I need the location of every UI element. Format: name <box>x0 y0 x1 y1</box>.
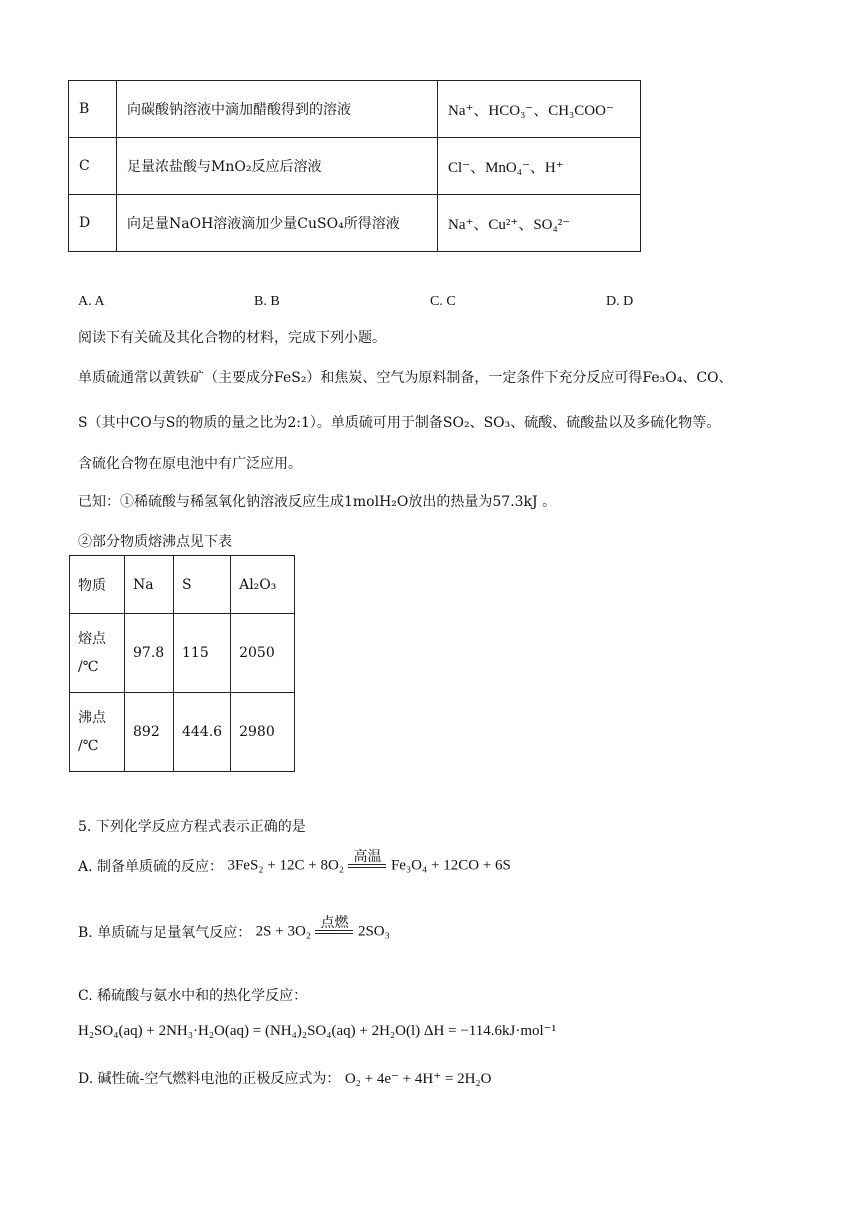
option-a-equation <box>78 850 511 882</box>
option-a: A. A <box>78 294 105 309</box>
question-stem: 5. 下列化学反应方程式表示正确的是 <box>78 819 306 835</box>
equation-right: Fe₃O₄ + 12CO + 6S <box>390 857 511 874</box>
option-c-equation: H₂SO₄(aq) + 2NH₃·H₂O(aq) = (NH₄)₂SO₄(aq) + 2H₂O(l) ΔH = −114.6kJ·mol⁻¹ <box>78 1023 557 1039</box>
ion-table <box>68 80 641 252</box>
option-c-label: C. 稀硫酸与氨水中和的热化学反应： <box>78 988 308 1004</box>
option-c: C. C <box>430 294 456 309</box>
row-label-line: 熔点 <box>78 631 106 647</box>
table-header-row <box>70 556 295 614</box>
option-label: A. 制备单质硫的反应： <box>78 859 224 875</box>
table-row <box>70 614 295 693</box>
row-label <box>70 693 125 772</box>
passage-line-2: S（其中CO与S的物质的量之比为2:1）。单质硫可用于制备SO₂、SO₃、硫酸、硫酸盐以及多硫化物等。 <box>78 415 721 431</box>
condition-label: 高温 <box>353 849 382 865</box>
option-d: D. D <box>606 294 634 309</box>
passage-line-1: 单质硫通常以黄铁矿（主要成分FeS₂）和焦炭、空气为原料制备，一定条件下充分反应可得Fe₃O₄、CO、 <box>78 370 733 386</box>
row-label-unit: /℃ <box>78 659 99 675</box>
equation-left: 3FeS₂ + 12C + 8O₂ <box>227 857 345 874</box>
row-label: B <box>69 81 117 138</box>
equation-right: 2SO₃ <box>357 923 390 940</box>
row-description: 足量浓盐酸与MnO₂反应后溶液 <box>117 138 438 195</box>
table-row <box>69 138 641 195</box>
option-b-equation <box>78 916 390 948</box>
table-row <box>69 81 641 138</box>
row-ions: Na⁺、Cu²⁺、SO₄²⁻ <box>438 195 641 252</box>
row-label-line: 沸点 <box>78 710 106 726</box>
row-label-unit: /℃ <box>78 738 99 754</box>
known-1: 已知：①稀硫酸与稀氢氧化钠溶液反应生成1molH₂O放出的热量为57.3kJ 。 <box>78 494 557 510</box>
condition-arrow <box>315 916 353 948</box>
header-cell: 物质 <box>70 556 125 614</box>
row-label: D <box>69 195 117 252</box>
passage-intro: 阅读下有关硫及其化合物的材料，完成下列小题。 <box>78 330 386 346</box>
header-cell: Na <box>125 556 174 614</box>
row-description: 向足量NaOH溶液滴加少量CuSO₄所得溶液 <box>117 195 438 252</box>
table-cell: 892 <box>125 693 174 772</box>
row-description: 向碳酸钠溶液中滴加醋酸得到的溶液 <box>117 81 438 138</box>
equation-left: 2S + 3O₂ <box>255 923 312 940</box>
header-cell: S <box>174 556 231 614</box>
table-cell: 97.8 <box>125 614 174 693</box>
option-label: B. 单质硫与足量氧气反应： <box>78 925 252 941</box>
equation: O₂ + 4e⁻ + 4H⁺ = 2H₂O <box>344 1071 492 1087</box>
melting-boiling-table <box>69 555 295 772</box>
condition-label: 点燃 <box>320 915 349 931</box>
row-label: C <box>69 138 117 195</box>
option-d-equation <box>78 1068 491 1088</box>
row-label <box>70 614 125 693</box>
row-ions: Na⁺、HCO₃⁻、CH₃COO⁻ <box>438 81 641 138</box>
known-2: ②部分物质熔沸点见下表 <box>78 534 232 550</box>
option-b: B. B <box>254 294 280 309</box>
option-label: D. 碱性硫-空气燃料电池的正极反应式为： <box>78 1071 341 1087</box>
table-cell: 115 <box>174 614 231 693</box>
condition-arrow <box>348 850 386 882</box>
header-cell: Al₂O₃ <box>231 556 295 614</box>
row-ions: Cl⁻、MnO₄⁻、H⁺ <box>438 138 641 195</box>
table-row <box>69 195 641 252</box>
table-row <box>70 693 295 772</box>
passage-line-3: 含硫化合物在原电池中有广泛应用。 <box>78 456 302 472</box>
table-cell: 2050 <box>231 614 295 693</box>
table-cell: 2980 <box>231 693 295 772</box>
table-cell: 444.6 <box>174 693 231 772</box>
